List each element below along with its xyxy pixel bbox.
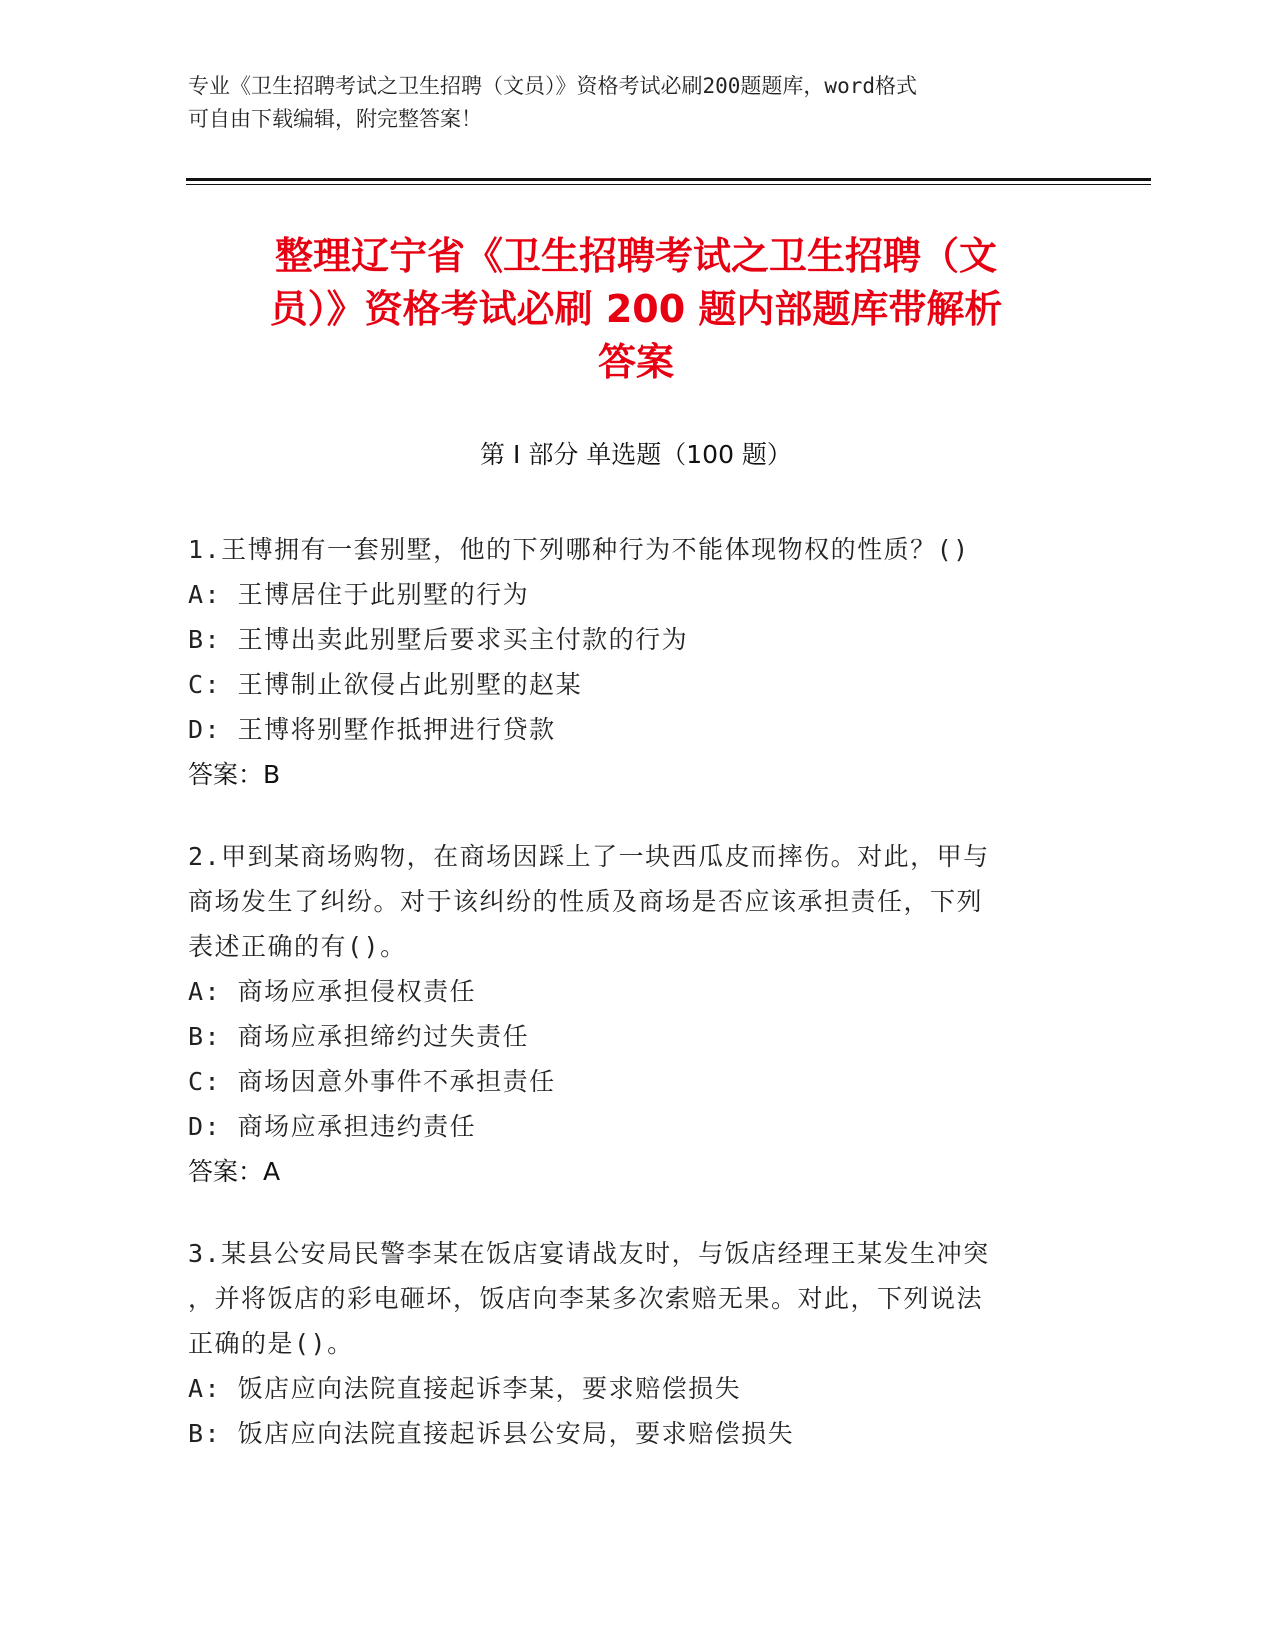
answer-option: C: 商场因意外事件不承担责任 (188, 1067, 556, 1096)
answer-option: C: 王博制止欲侵占此别墅的赵某 (188, 670, 583, 699)
answer-option: B: 商场应承担缔约过失责任 (188, 1022, 530, 1051)
question-stem: ，并将饭店的彩电砸坏，饭店向李某多次索赔无果。对此，下列说法 (188, 1284, 984, 1313)
answer-option: A: 王博居住于此别墅的行为 (188, 580, 530, 609)
question-item (188, 527, 1068, 797)
header-divider (186, 184, 1151, 185)
answer-option: B: 饭店应向法院直接起诉县公安局，要求赔偿损失 (188, 1419, 795, 1448)
answer-key: 答案：B (188, 760, 281, 789)
answer-option: D: 王博将别墅作抵押进行贷款 (188, 715, 556, 744)
answer-option: D: 商场应承担违约责任 (188, 1112, 477, 1141)
answer-key: 答案：A (188, 1157, 281, 1186)
question-stem: 表述正确的有()。 (188, 932, 407, 961)
question-list (188, 527, 1068, 1493)
answer-option: A: 饭店应向法院直接起诉李某，要求赔偿损失 (188, 1374, 742, 1403)
answer-option: A: 商场应承担侵权责任 (188, 977, 477, 1006)
question-item (188, 1231, 1068, 1456)
question-stem: 正确的是()。 (188, 1329, 354, 1358)
document-title-line: 答案 (597, 340, 674, 384)
answer-option: B: 王博出卖此别墅后要求买主付款的行为 (188, 625, 689, 654)
document-title-line: 员）》资格考试必刷 200 题内部题库带解析 (269, 287, 1003, 331)
section-heading: 第 I 部分 单选题（100 题） (480, 440, 792, 469)
header-divider (186, 178, 1151, 181)
header-note-line: 专业《卫生招聘考试之卫生招聘（文员）》资格考试必刷200题题库，word格式 (188, 74, 917, 98)
document-title-line: 整理辽宁省《卫生招聘考试之卫生招聘（文 (274, 234, 997, 278)
question-stem: 2.甲到某商场购物，在商场因踩上了一块西瓜皮而摔伤。对此，甲与 (188, 842, 990, 871)
question-stem: 3.某县公安局民警李某在饭店宴请战友时，与饭店经理王某发生冲突 (188, 1239, 990, 1268)
question-stem: 商场发生了纠纷。对于该纠纷的性质及商场是否应该承担责任，下列 (188, 887, 984, 916)
header-note (188, 70, 1068, 136)
header-note-line: 可自由下载编辑，附完整答案！ (188, 107, 482, 131)
question-stem: 1.王博拥有一套别墅，他的下列哪种行为不能体现物权的性质？() (188, 535, 970, 564)
question-item (188, 834, 1068, 1194)
document-title (186, 230, 1086, 389)
